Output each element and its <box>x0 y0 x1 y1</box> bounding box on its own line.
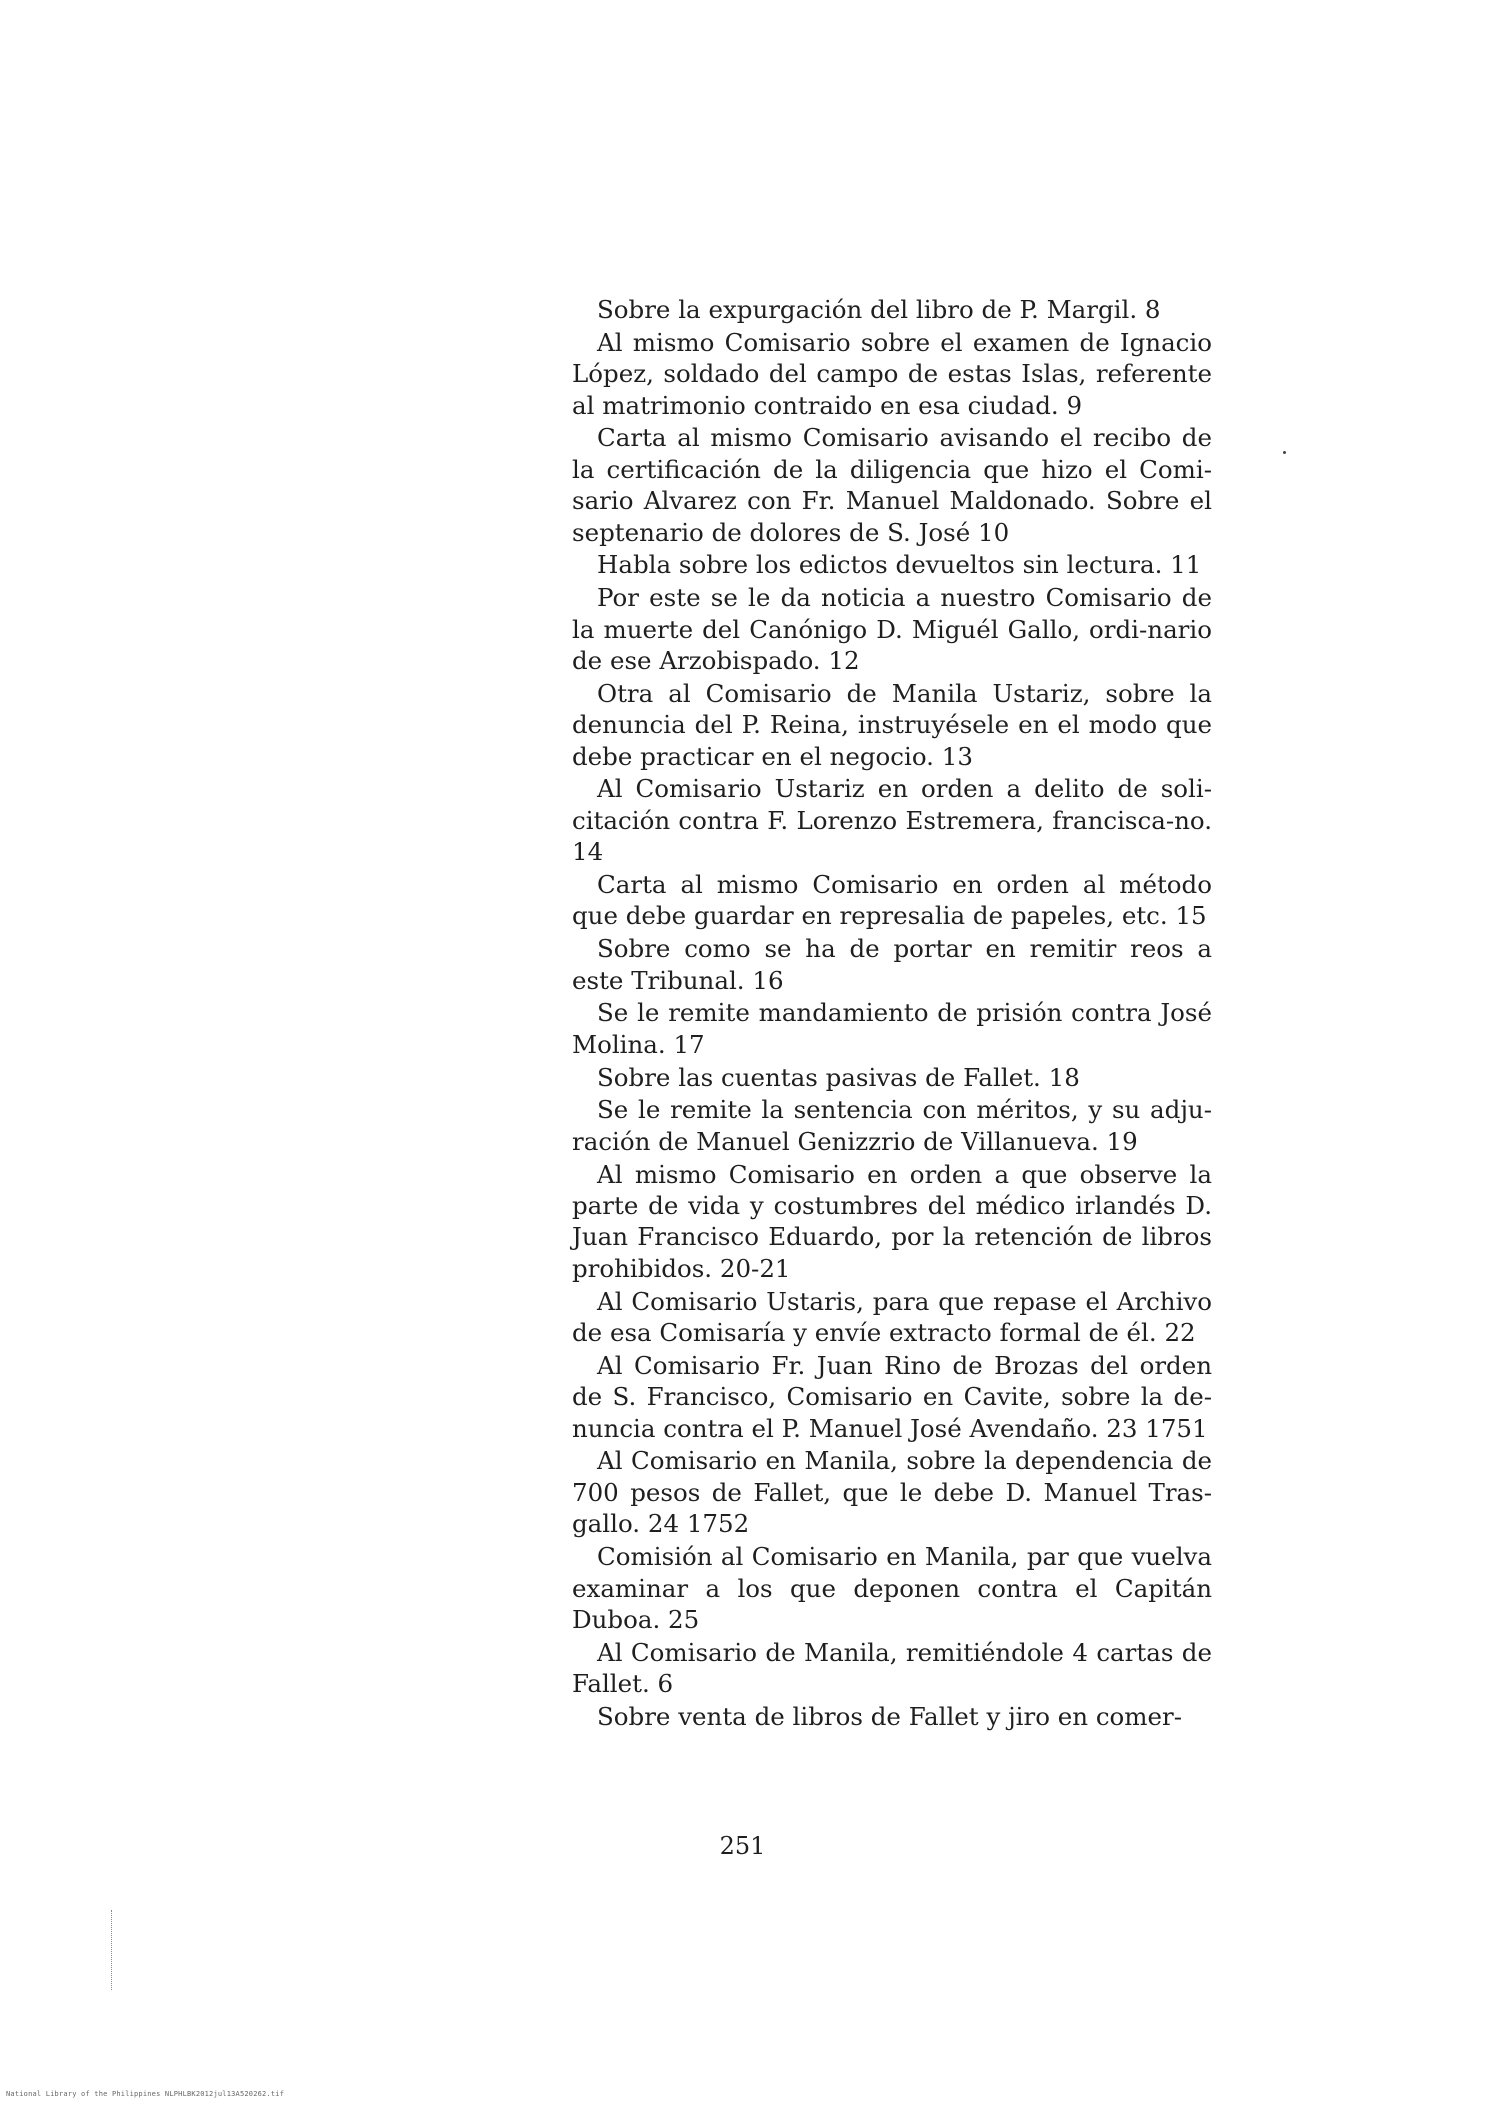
index-entry: Sobre la expurgación del libro de P. Margil. 8 <box>597 295 1161 324</box>
page-number <box>0 1832 1489 1860</box>
index-entry: Sobre venta de libros de Fallet y jiro en comer- <box>597 1701 1183 1731</box>
index-entry: Al mismo Comisario en orden a que observe la parte de vida y costumbres del médico irlandés D. Juan Francisco Eduardo, por la retención de libros prohibidos. 20-21 <box>572 1159 1212 1283</box>
index-entry: Al Comisario Fr. Juan Rino de Brozas del orden de S. Francisco, Comisario en Cavite, sobre la de-nuncia contra el P. Manuel José Avendaño. 23 1751 <box>572 1350 1212 1443</box>
index-entry: Sobre como se ha de portar en remitir reos a este Tribunal. 16 <box>572 934 1212 995</box>
index-entry: Otra al Comisario de Manila Ustariz, sobre la denuncia del P. Reina, instruyésele en el modo que debe practicar en el negocio. 13 <box>572 678 1212 771</box>
page-number-text: 251 <box>719 1832 766 1860</box>
index-entry: Se le remite mandamiento de prisión contra José Molina. 17 <box>572 998 1212 1059</box>
index-entry: Al Comisario Ustaris, para que repase el Archivo de esa Comisaría y envíe extracto formal de él. 22 <box>572 1286 1212 1348</box>
index-text-block <box>572 294 1212 1734</box>
index-entry: Por este se le da noticia a nuestro Comisario de la muerte del Canónigo D. Miguél Gallo, ordi-nario de ese Arzobispado. 12 <box>572 583 1212 676</box>
index-entry: Al Comisario en Manila, sobre la dependencia de 700 pesos de Fallet, que le debe D. Manuel Tras-gallo. 24 1752 <box>572 1446 1212 1539</box>
index-entry: Al Comisario de Manila, remitiéndole 4 cartas de Fallet. 6 <box>572 1637 1212 1699</box>
scan-speck <box>1283 451 1286 454</box>
index-entry: Se le remite la sentencia con méritos, y su adju-ración de Manuel Genizzrio de Villanueva. 19 <box>572 1095 1212 1156</box>
scan-footer-caption: National Library of the Philippines NLPHLBK2012jul13A520262.tif <box>6 2090 285 2098</box>
index-entry: Al mismo Comisario sobre el examen de Ignacio López, soldado del campo de estas Islas, referente al matrimonio contraido en esa ciudad. 9 <box>572 327 1212 420</box>
margin-scan-marks <box>111 1910 118 1990</box>
index-entry: Carta al mismo Comisario avisando el recibo de la certificación de la diligencia que hizo el Comi-sario Alvarez con Fr. Manuel Maldonado. Sobre el septenario de dolores de S. José 10 <box>572 423 1212 547</box>
index-entry: Carta al mismo Comisario en orden al método que debe guardar en represalia de papeles, etc. 15 <box>572 870 1212 931</box>
index-entry: Sobre las cuentas pasivas de Fallet. 18 <box>597 1062 1080 1092</box>
index-entry: Al Comisario Ustariz en orden a delito de soli-citación contra F. Lorenzo Estremera, francisca-no. 14 <box>572 774 1212 867</box>
index-entry: Comisión al Comisario en Manila, par que vuelva examinar a los que deponen contra el Capitán Duboa. 25 <box>572 1542 1212 1634</box>
index-entry: Habla sobre los edictos devueltos sin lectura. 11 <box>597 550 1202 580</box>
